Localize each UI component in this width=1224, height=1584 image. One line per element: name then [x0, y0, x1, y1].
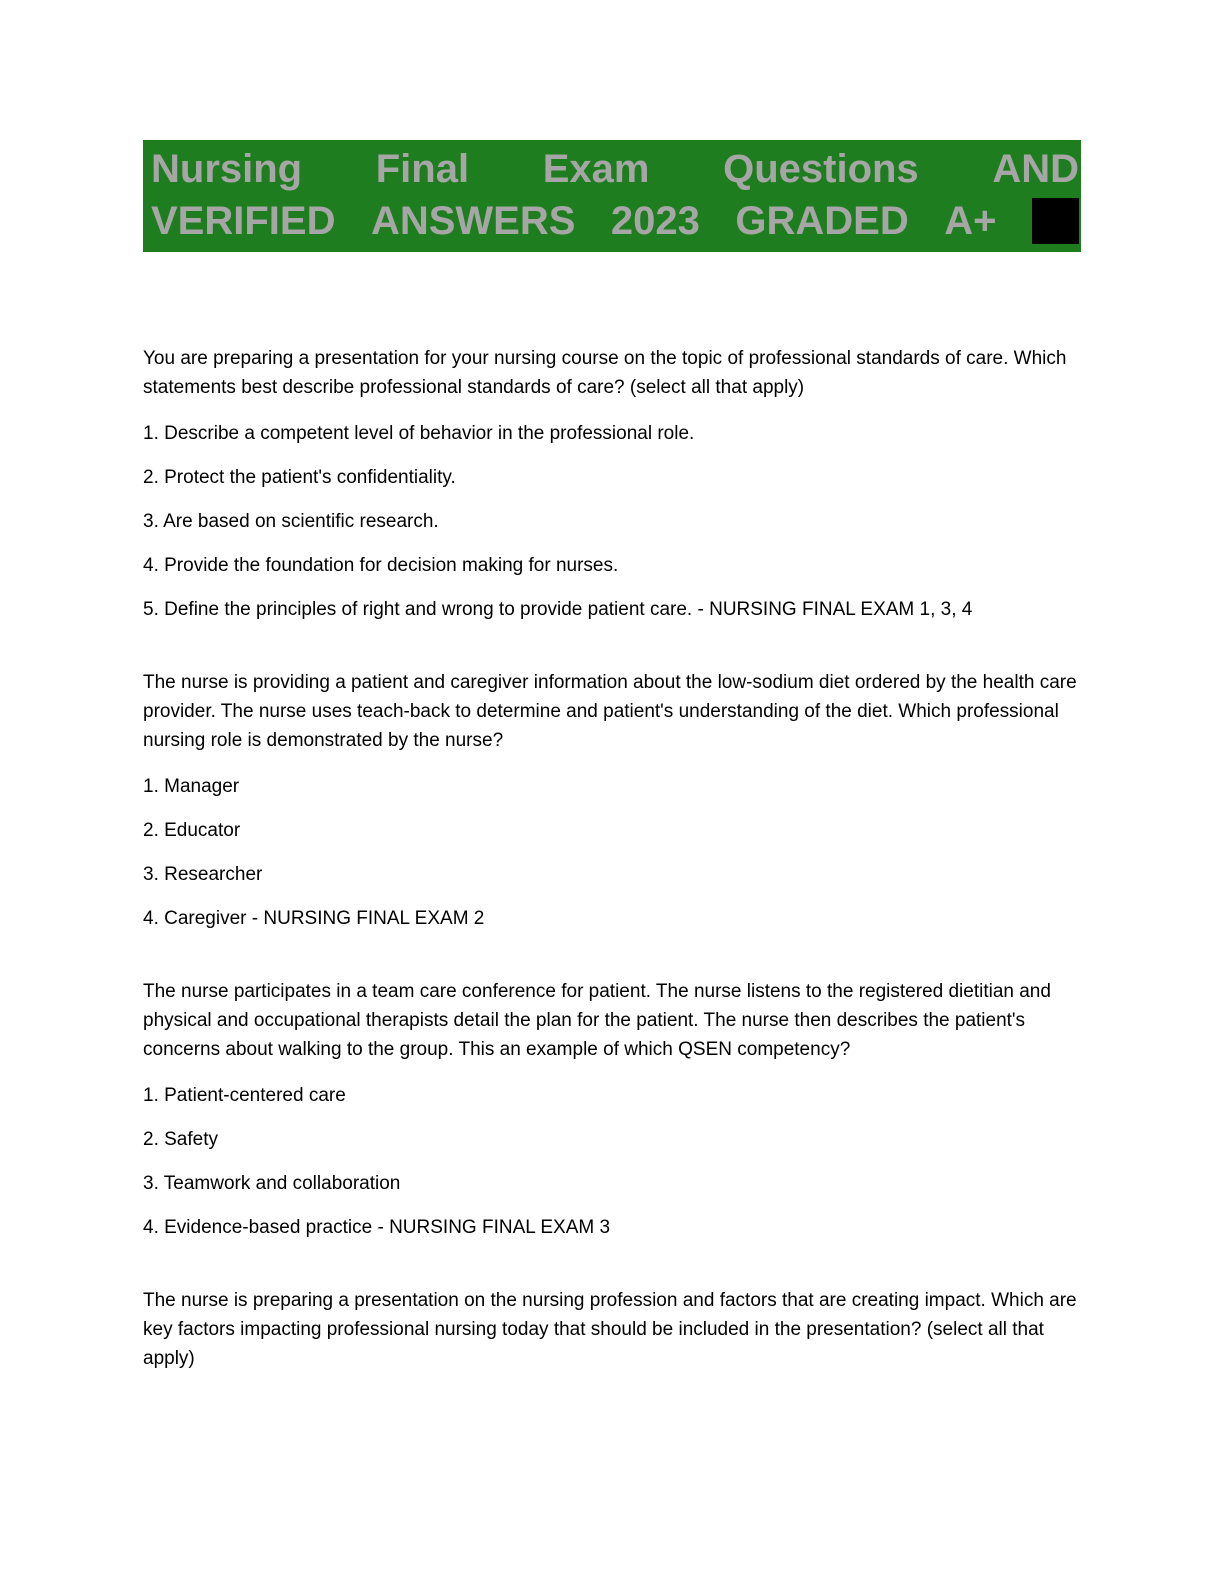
answer-option: 4. Provide the foundation for decision making for nurses.: [143, 555, 619, 576]
answer-option: 1. Describe a competent level of behavior in the professional role.: [143, 423, 695, 444]
title-word: Questions: [723, 147, 919, 191]
title-word: ANSWERS: [370, 199, 576, 243]
title-line-2: [151, 195, 1079, 247]
title-word: 2023: [610, 199, 700, 243]
answer-option: 4. Evidence-based practice - NURSING FINAL EXAM 3: [143, 1217, 611, 1238]
answer-option: 4. Caregiver - NURSING FINAL EXAM 2: [143, 908, 485, 929]
title-word: AND: [992, 147, 1079, 191]
question-block: [143, 977, 1081, 1242]
title-word: Nursing: [151, 147, 303, 191]
answer-option: 2. Protect the patient's confidentiality.: [143, 467, 456, 488]
title-word: A+: [944, 199, 997, 243]
answer-option: 5. Define the principles of right and wrong to provide patient care. - NURSING FINAL EXAM 1, 3, 4: [143, 599, 973, 620]
title-line-1: [151, 143, 1079, 195]
answer-option: 1. Manager: [143, 776, 240, 797]
question-prompt: You are preparing a presentation for your nursing course on the topic of professional standards of care. Which statements best describe professional standards of care? (select all that apply): [143, 348, 1067, 398]
title-word: GRADED: [735, 199, 909, 243]
question-block: [143, 1286, 1081, 1373]
question-block: [143, 668, 1081, 933]
question-prompt: The nurse is preparing a presentation on the nursing profession and factors that are creating impact. Which are key factors impacting professional nursing today that should be included in the presentation? (select all that apply): [143, 1290, 1077, 1369]
title-word: Exam: [542, 147, 650, 191]
answer-option: 3. Are based on scientific research.: [143, 511, 439, 532]
answer-option: 1. Patient-centered care: [143, 1085, 346, 1106]
answer-option: 3. Researcher: [143, 864, 263, 885]
question-prompt: The nurse is providing a patient and caregiver information about the low-sodium diet ordered by the health care provider. The nurse uses teach-back to determine and patient's understanding of the diet. Which professional nursing role is demonstrated by the nurse?: [143, 672, 1077, 751]
answer-option: 2. Safety: [143, 1129, 218, 1150]
title-word: Final: [375, 147, 470, 191]
document-title: [143, 140, 1081, 252]
question-prompt: The nurse participates in a team care conference for patient. The nurse listens to the registered dietitian and physical and occupational therapists detail the plan for the patient. The nurse then describes the patient's concerns about walking to the group. This an example of which QSEN competency?: [143, 981, 1051, 1060]
question-block: [143, 344, 1081, 624]
answer-option: 3. Teamwork and collaboration: [143, 1173, 401, 1194]
answer-option: 2. Educator: [143, 820, 241, 841]
title-word: VERIFIED: [151, 199, 336, 243]
cursor-block: [1032, 198, 1079, 244]
